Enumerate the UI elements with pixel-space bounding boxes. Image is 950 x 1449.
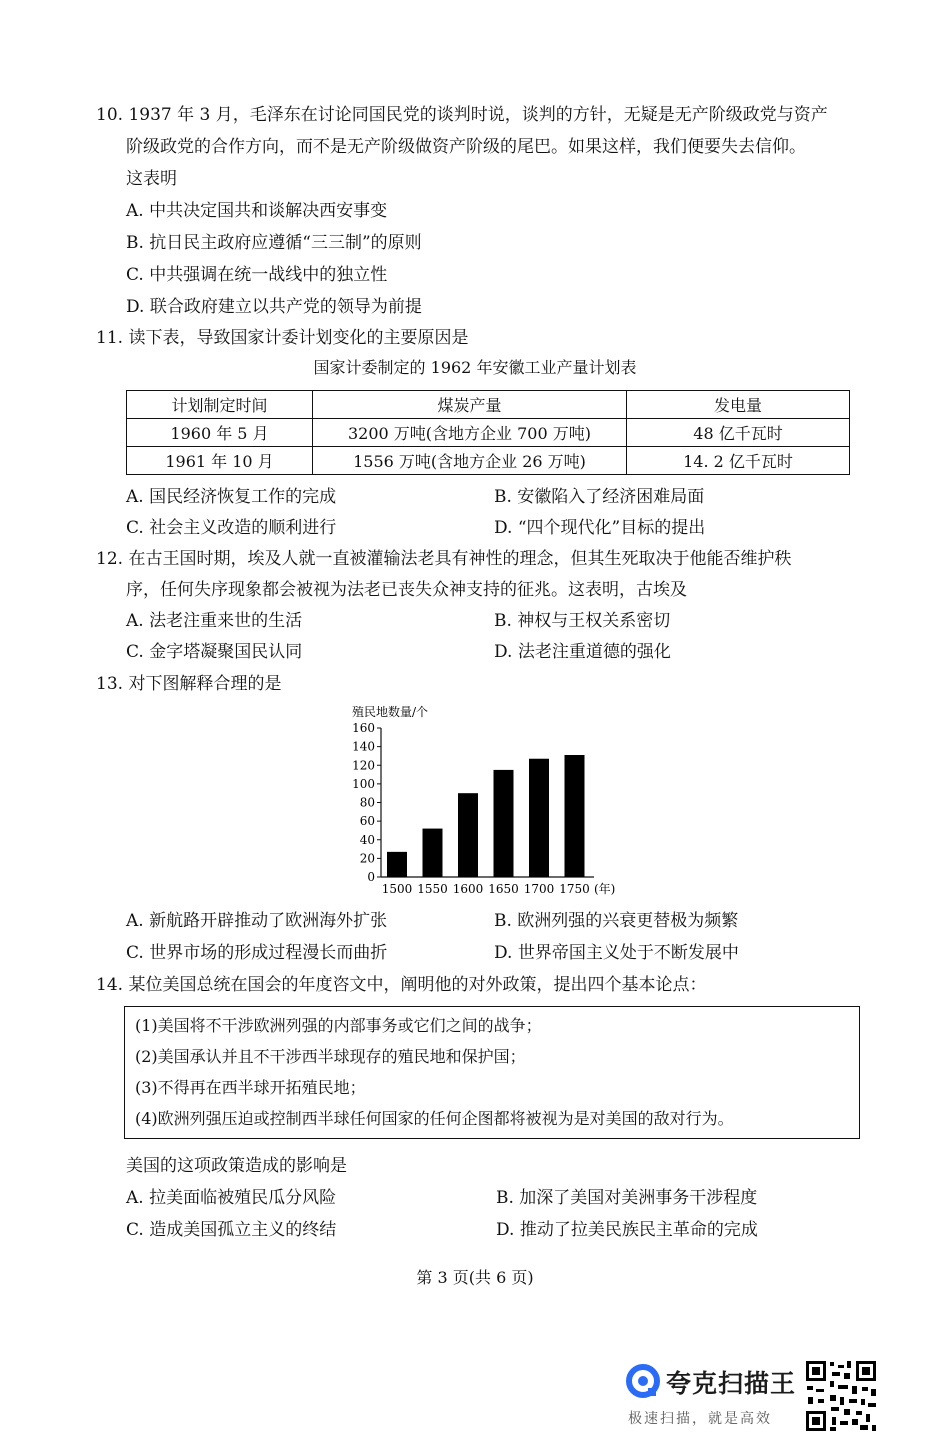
x-tick-label: 1550 xyxy=(417,882,448,896)
table-header: 计划制定时间 xyxy=(127,391,313,419)
q10-stem-line-1: 10. 1937 年 3 月，毛泽东在讨论同国民党的谈判时说，谈判的方针，无疑是无产阶级政党与资产 xyxy=(96,105,828,125)
chart-x-axis-label: (年) xyxy=(594,882,616,896)
q11-plan-table xyxy=(126,390,850,475)
q10-stem-line-2: 阶级政党的合作方向，而不是无产阶级做资产阶级的尾巴。如果这样，我们便要失去信仰。 xyxy=(126,137,806,157)
q12-stem-line-2: 序，任何失序现象都会被视为法老已丧失众神支持的征兆。这表明，古埃及 xyxy=(126,580,687,600)
bar-1750 xyxy=(565,755,585,877)
y-tick-label: 80 xyxy=(359,795,375,810)
q12-option-d: D. 法老注重道德的强化 xyxy=(494,642,671,662)
y-tick-label: 120 xyxy=(352,758,375,773)
q13-option-a: A. 新航路开辟推动了欧洲海外扩张 xyxy=(126,911,388,931)
q10-option-c: C. 中共强调在统一战线中的独立性 xyxy=(126,265,388,285)
table-header: 煤炭产量 xyxy=(313,391,627,419)
table-row xyxy=(127,419,850,447)
table-header: 发电量 xyxy=(627,391,850,419)
table-cell: 14. 2 亿千瓦时 xyxy=(627,447,850,475)
q13-option-c: C. 世界市场的形成过程漫长而曲折 xyxy=(126,943,388,963)
colony-bar-chart xyxy=(340,700,640,900)
bar-1550 xyxy=(423,829,443,877)
q11-option-d: D. “四个现代化”目标的提出 xyxy=(494,518,706,538)
q14-option-b: B. 加深了美国对美洲事务干涉程度 xyxy=(496,1188,758,1208)
table-row xyxy=(127,447,850,475)
y-tick-label: 60 xyxy=(359,814,375,829)
q14-point-1: (1)美国将不干涉欧洲列强的内部事务或它们之间的战争； xyxy=(135,1016,542,1035)
q11-stem: 11. 读下表，导致国家计委计划变化的主要原因是 xyxy=(96,328,469,348)
q12-option-b: B. 神权与王权关系密切 xyxy=(494,611,671,631)
q14-point-2: (2)美国承认并且不干涉西半球现存的殖民地和保护国； xyxy=(135,1047,526,1066)
q14-question: 美国的这项政策造成的影响是 xyxy=(126,1156,347,1176)
page-number: 第 3 页(共 6 页) xyxy=(416,1268,534,1287)
q10-option-d: D. 联合政府建立以共产党的领导为前提 xyxy=(126,297,422,317)
q10-option-b: B. 抗日民主政府应遵循“三三制”的原则 xyxy=(126,233,422,253)
q10-stem-line-3: 这表明 xyxy=(126,169,177,189)
x-tick-label: 1500 xyxy=(381,882,413,896)
y-tick-label: 0 xyxy=(367,870,375,884)
table-cell: 48 亿千瓦时 xyxy=(627,419,850,447)
watermark-brand: 夸克扫描王 xyxy=(666,1369,797,1398)
y-tick-label: 160 xyxy=(352,721,375,735)
scanner-watermark xyxy=(622,1358,802,1438)
x-tick-label: 1700 xyxy=(523,882,555,896)
q13-option-d: D. 世界帝国主义处于不断发展中 xyxy=(494,943,739,963)
q14-stem: 14. 某位美国总统在国会的年度咨文中，阐明他的对外政策，提出四个基本论点： xyxy=(96,975,707,995)
y-tick-label: 100 xyxy=(352,776,375,791)
quark-logo-icon xyxy=(626,1364,660,1398)
bar-1650 xyxy=(494,770,514,877)
x-tick-label: 1650 xyxy=(488,882,519,896)
y-tick-label: 20 xyxy=(359,851,375,866)
q14-point-3: (3)不得再在西半球开拓殖民地； xyxy=(135,1078,366,1097)
q14-option-c: C. 造成美国孤立主义的终结 xyxy=(126,1220,337,1240)
bar-1600 xyxy=(458,793,478,877)
bar-1700 xyxy=(529,759,549,877)
q13-stem: 13. 对下图解释合理的是 xyxy=(96,674,282,694)
chart-y-axis-label: 殖民地数量/个 xyxy=(352,705,429,719)
bar-1500 xyxy=(387,852,407,877)
q11-option-c: C. 社会主义改造的顺利进行 xyxy=(126,518,337,538)
y-tick-label: 40 xyxy=(359,832,375,847)
q14-point-4: (4)欧洲列强压迫或控制西半球任何国家的任何企图都将被视为是对美国的敌对行为。 xyxy=(135,1109,734,1128)
q14-option-a: A. 拉美面临被殖民瓜分风险 xyxy=(126,1188,337,1208)
y-tick-label: 140 xyxy=(352,739,375,754)
table-header-row xyxy=(127,391,850,419)
q12-option-c: C. 金字塔凝聚国民认同 xyxy=(126,642,303,662)
x-tick-label: 1750 xyxy=(559,882,590,896)
q11-option-b: B. 安徽陷入了经济困难局面 xyxy=(494,487,705,507)
table-cell: 1961 年 10 月 xyxy=(127,447,313,475)
q12-option-a: A. 法老注重来世的生活 xyxy=(126,611,303,631)
watermark-slogan: 极速扫描，就是高效 xyxy=(628,1411,772,1427)
q13-option-b: B. 欧洲列强的兴衰更替极为频繁 xyxy=(494,911,739,931)
table-cell: 1556 万吨(含地方企业 26 万吨) xyxy=(313,447,627,475)
q12-stem-line-1: 12. 在古王国时期，埃及人就一直被灌输法老具有神性的理念，但其生死取决于他能否维护秩 xyxy=(96,549,792,569)
q11-table-title: 国家计委制定的 1962 年安徽工业产量计划表 xyxy=(313,358,637,377)
table-cell: 3200 万吨(含地方企业 700 万吨) xyxy=(313,419,627,447)
table-cell: 1960 年 5 月 xyxy=(127,419,313,447)
q11-option-a: A. 国民经济恢复工作的完成 xyxy=(126,487,337,507)
qr-code-icon xyxy=(804,1359,878,1433)
q10-option-a: A. 中共决定国共和谈解决西安事变 xyxy=(126,201,388,221)
q14-option-d: D. 推动了拉美民族民主革命的完成 xyxy=(496,1220,758,1240)
q14-points-box xyxy=(124,1006,860,1139)
x-tick-label: 1600 xyxy=(452,882,484,896)
